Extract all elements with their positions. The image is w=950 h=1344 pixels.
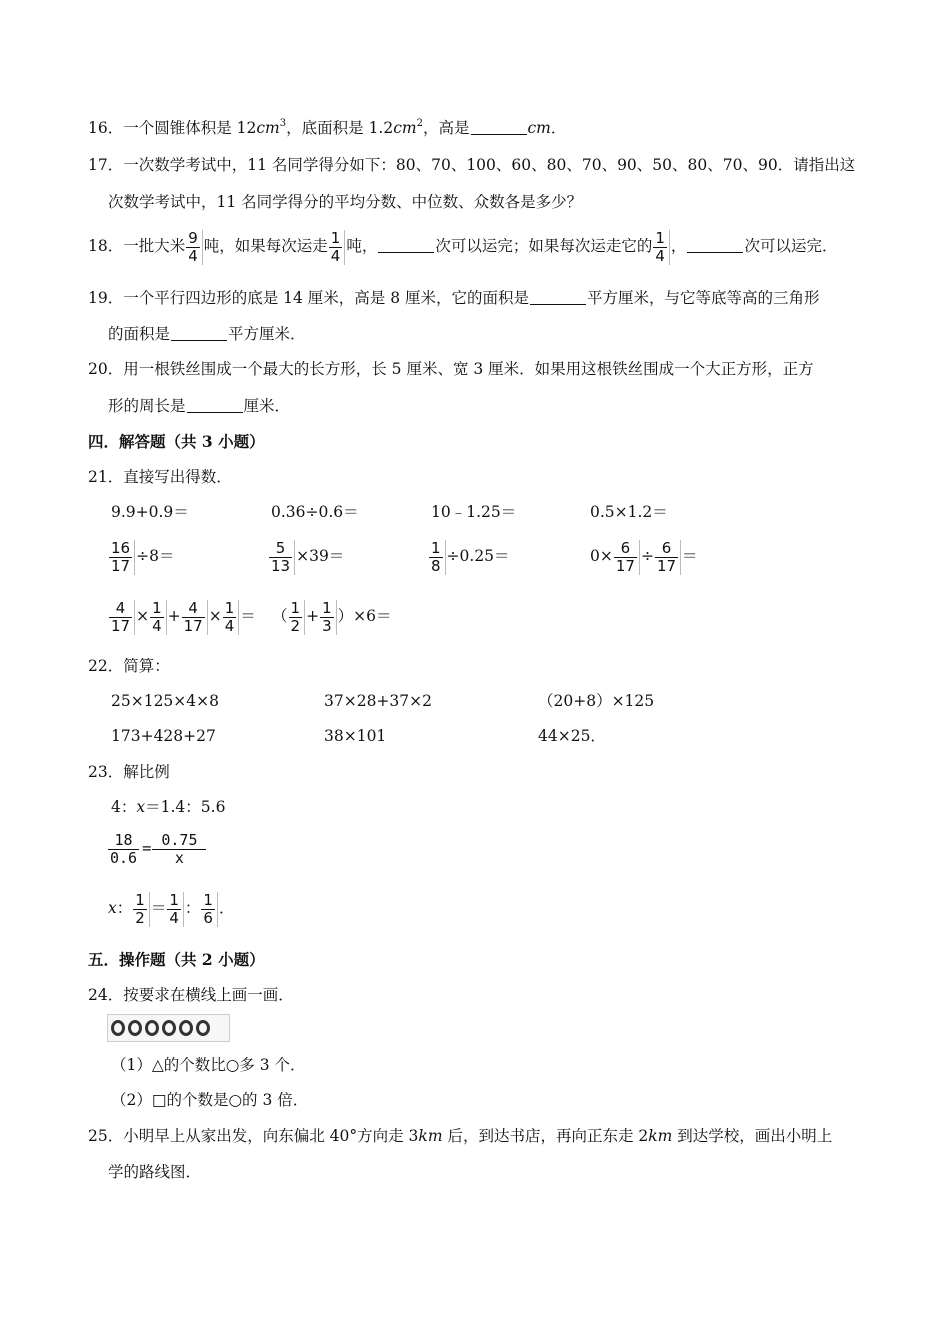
q21-item: 0.5×1.2＝: [590, 503, 668, 521]
fraction: $\frac{1}{4}$: [653, 230, 670, 265]
q17-line2: 次数学考试中，11 名同学得分的平均分数、中位数、众数各是多少？: [108, 193, 583, 211]
circle-icon: [111, 1020, 125, 1036]
q21-item: $\frac{1}{8}$ ÷0.25＝: [431, 538, 510, 575]
q21-item: 0× $\frac{6}{17}$ ÷ $\frac{6}{17}$ ＝: [590, 538, 698, 575]
q16: 16．一个圆锥体积是 $12cm^3$，底面积是 $1.2cm^2$，高是 cm．: [88, 118, 567, 137]
q22-item: 44×25．: [538, 727, 606, 745]
q21-title: 21．直接写出得数．: [88, 468, 232, 486]
q21-item: （ $\frac{1}{2}$ + $\frac{1}{3}$ ）×6＝: [272, 598, 392, 635]
q21-item: 9.9+0.9＝: [111, 503, 189, 521]
q23-equation-2: $\frac{18}{0.6}$ = $\frac{0.75}{x}$: [107, 826, 209, 870]
q21-item: $\frac{16}{17}$ ÷8＝: [111, 538, 175, 575]
answer-blank[interactable]: [378, 238, 434, 253]
q24-part-2: （2）□的个数是○的 3 倍．: [111, 1091, 309, 1109]
section-heading-4: 四．解答题（共 3 小题）: [88, 432, 265, 451]
q22-item: 37×28+37×2: [324, 692, 432, 710]
answer-blank[interactable]: [530, 290, 586, 305]
answer-blank[interactable]: [187, 398, 243, 413]
q18: 18．一批大米 $\frac{9}{4}$ 吨，如果每次运走 $\frac{1}{4}$ 吨， 次可以运完；如果每次运走它的 $\frac{1}{4}$ ， 次可以运完．: [88, 228, 838, 265]
q23-title: 23．解比例: [88, 763, 170, 781]
answer-blank[interactable]: [171, 326, 227, 341]
q22-item: 173+428+27: [111, 727, 216, 745]
q19-line1: 19．一个平行四边形的底是 14 厘米，高是 8 厘米，它的面积是 平方厘米，与它等底等高的三角形: [88, 289, 820, 307]
q25-line1: 25．小明早上从家出发，向东偏北 40°方向走 3km 后，到达书店，再向正东走 2km 到达学校，画出小明上: [88, 1127, 833, 1145]
q21-item: 0.36÷0.6＝: [271, 503, 359, 521]
q19-line2: 的面积是 平方厘米．: [108, 325, 306, 343]
q24-title: 24．按要求在横线上画一画．: [88, 986, 294, 1004]
fraction: $\frac{1}{4}$: [329, 230, 346, 265]
q20-line2: 形的周长是 厘米．: [108, 397, 291, 415]
q24-part-1: （1）△的个数比○多 3 个．: [111, 1056, 306, 1074]
q21-item: $\frac{5}{13}$ ×39＝: [271, 538, 345, 575]
section-heading-5: 五．操作题（共 2 小题）: [88, 950, 265, 969]
q21-item: 10﹣1.25＝: [431, 503, 517, 521]
answer-blank[interactable]: [687, 238, 743, 253]
q25-line2: 学的路线图．: [108, 1163, 202, 1181]
q23-equation-1: 4：x＝1.4：5.6: [111, 798, 226, 816]
q22-item: （20+8）×125: [538, 692, 655, 710]
circles-image: [107, 1014, 230, 1042]
circle-icon: [196, 1020, 210, 1036]
circle-icon: [179, 1020, 193, 1036]
q23-equation-3: x： $\frac{1}{2}$ ＝ $\frac{1}{4}$ ： $\frac{1}{6}$ ．: [108, 890, 235, 927]
q22-item: 38×101: [324, 727, 387, 745]
circle-icon: [162, 1020, 176, 1036]
circle-icon: [145, 1020, 159, 1036]
q17-line1: 17．一次数学考试中，11 名同学得分如下：80、70、100、60、80、70、90、50、80、70、90．请指出这: [88, 156, 856, 174]
q21-item: $\frac{4}{17}$ × $\frac{1}{4}$ + $\frac{4}{17}$ × $\frac{1}{4}$ ＝: [111, 598, 256, 635]
fraction: $\frac{9}{4}$: [186, 230, 203, 265]
q22-title: 22．简算：: [88, 657, 170, 675]
answer-blank[interactable]: [471, 120, 527, 135]
q20-line1: 20．用一根铁丝围成一个最大的长方形，长 5 厘米、宽 3 厘米．如果用这根铁丝围成一个大正方形，正方: [88, 360, 814, 378]
circle-icon: [128, 1020, 142, 1036]
q22-item: 25×125×4×8: [111, 692, 219, 710]
